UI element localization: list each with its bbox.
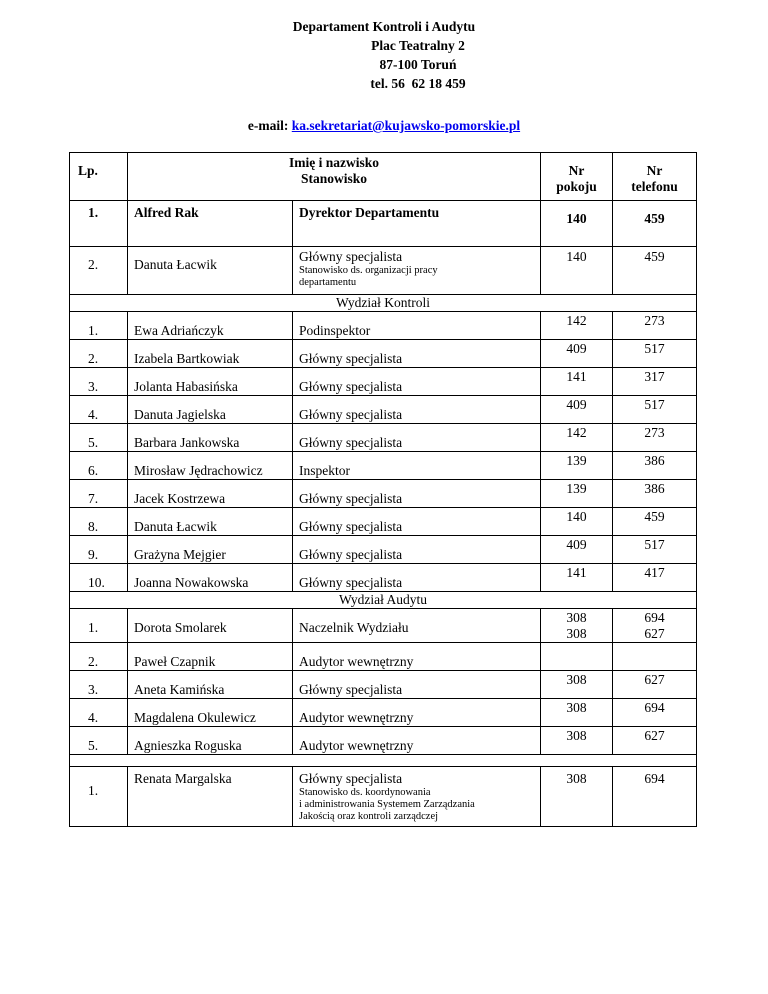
row-position: Audytor wewnętrzny: [293, 699, 541, 727]
row-name: Jacek Kostrzewa: [128, 480, 293, 508]
position-note: Stanowisko ds. organizacji pracy: [299, 265, 438, 276]
table-row: [70, 699, 697, 727]
row-phone: 386: [613, 480, 697, 508]
row-position: Główny specjalista: [293, 536, 541, 564]
header-name-position: [128, 153, 541, 201]
row-phone: 459: [613, 247, 697, 295]
row-phone: 694: [613, 699, 697, 727]
row-name: Renata Margalska: [128, 767, 293, 827]
row-position: Podinspektor: [293, 312, 541, 340]
table-row: [70, 767, 697, 827]
office-city: 87-100 Toruń: [379, 57, 457, 72]
row-name: Grażyna Mejgier: [128, 536, 293, 564]
position-note: Jakością oraz kontroli zarządczej: [299, 811, 439, 822]
office-street: Plac Teatralny 2: [371, 38, 465, 53]
table-row: [70, 536, 697, 564]
row-position: Główny specjalista: [293, 564, 541, 592]
email-label: e-mail:: [247, 118, 289, 133]
row-phone: 273: [613, 424, 697, 452]
header-phone: Nr telefonu: [613, 153, 697, 201]
row-position: Inspektor: [293, 452, 541, 480]
row-lp: 1.: [70, 312, 128, 340]
row-room: 409: [541, 340, 613, 368]
header-lp: Lp.: [70, 153, 128, 201]
table-row: [70, 671, 697, 699]
row-lp: 4.: [70, 699, 128, 727]
table-row: [70, 424, 697, 452]
office-name: Departament Kontroli i Audytu: [292, 19, 476, 34]
row-name: Danuta Łacwik: [128, 247, 293, 295]
email-link[interactable]: ka.sekretariat@kujawsko-pomorskie.pl: [291, 118, 521, 133]
row-room: 409: [541, 396, 613, 424]
row-lp: 10.: [70, 564, 128, 592]
table-row: [70, 643, 697, 671]
row-lp: 1.: [70, 767, 128, 827]
row-room: 141: [541, 564, 613, 592]
row-phone: 517: [613, 396, 697, 424]
row-position: Główny specjalista: [293, 480, 541, 508]
row-phone: 273: [613, 312, 697, 340]
office-header: [0, 17, 768, 93]
header-position: Stanowisko: [300, 171, 368, 186]
table-row: [70, 452, 697, 480]
row-lp: 6.: [70, 452, 128, 480]
row-room: 409: [541, 536, 613, 564]
row-lp: 5.: [70, 727, 128, 755]
table-row: [70, 480, 697, 508]
header-name: Imię i nazwisko: [288, 155, 379, 170]
row-position: Audytor wewnętrzny: [293, 727, 541, 755]
row-phone: 517: [613, 340, 697, 368]
row-lp: 1.: [70, 201, 128, 247]
row-phone: 459: [613, 201, 697, 247]
table-row: [70, 312, 697, 340]
row-room: 308: [541, 699, 613, 727]
section-title-audit: Wydział Audytu: [70, 592, 697, 609]
row-room: 142: [541, 312, 613, 340]
row-phone: 694 627: [613, 609, 697, 643]
office-phone: tel. 56 62 18 459: [370, 76, 466, 91]
row-phone: 459: [613, 508, 697, 536]
row-name: Jolanta Habasińska: [128, 368, 293, 396]
row-lp: 3.: [70, 368, 128, 396]
staff-table: [69, 152, 697, 827]
row-lp: 4.: [70, 396, 128, 424]
row-name: Magdalena Okulewicz: [128, 699, 293, 727]
row-phone: [613, 643, 697, 671]
row-position: Główny specjalista: [293, 396, 541, 424]
row-room: 140: [541, 201, 613, 247]
section-row: [70, 295, 697, 312]
row-name: Joanna Nowakowska: [128, 564, 293, 592]
row-lp: 2.: [70, 247, 128, 295]
position-note: Stanowisko ds. koordynowania: [299, 787, 431, 798]
row-phone: 694: [613, 767, 697, 827]
spacer-row: [70, 755, 697, 767]
row-position: Główny specjalista Stanowisko ds. organizacji pracy departamentu: [293, 247, 541, 295]
position-note: i administrowania Systemem Zarządzania: [299, 799, 475, 810]
row-name: Aneta Kamińska: [128, 671, 293, 699]
row-lp: 8.: [70, 508, 128, 536]
row-name: Dorota Smolarek: [128, 609, 293, 643]
position-note: departamentu: [299, 277, 357, 288]
row-room: 308 308: [541, 609, 613, 643]
row-room: [541, 643, 613, 671]
table-row: [70, 727, 697, 755]
row-room: 308: [541, 671, 613, 699]
row-name: Ewa Adriańczyk: [128, 312, 293, 340]
row-room: 308: [541, 767, 613, 827]
table-row: [70, 340, 697, 368]
table-row: [70, 247, 697, 295]
row-lp: 2.: [70, 643, 128, 671]
row-phone: 417: [613, 564, 697, 592]
row-lp: 7.: [70, 480, 128, 508]
row-name: Paweł Czapnik: [128, 643, 293, 671]
section-row: [70, 592, 697, 609]
row-phone: 317: [613, 368, 697, 396]
row-lp: 1.: [70, 609, 128, 643]
row-phone: 386: [613, 452, 697, 480]
row-name: Alfred Rak: [128, 201, 293, 247]
row-name: Agnieszka Roguska: [128, 727, 293, 755]
row-lp: 2.: [70, 340, 128, 368]
row-position: Główny specjalista: [293, 671, 541, 699]
row-position: Główny specjalista: [293, 508, 541, 536]
row-name: Izabela Bartkowiak: [128, 340, 293, 368]
row-room: 140: [541, 247, 613, 295]
row-phone: 627: [613, 727, 697, 755]
row-name: Danuta Jagielska: [128, 396, 293, 424]
header-room: Nr pokoju: [541, 153, 613, 201]
row-position: Główny specjalista Stanowisko ds. koordynowania i administrowania Systemem Zarządzania Jakością oraz kontroli zarządczej: [293, 767, 541, 827]
row-room: 139: [541, 452, 613, 480]
row-position: Główny specjalista: [293, 368, 541, 396]
row-name: Danuta Łacwik: [128, 508, 293, 536]
table-header-row: [70, 153, 697, 201]
table-row: [70, 564, 697, 592]
row-phone: 627: [613, 671, 697, 699]
row-phone: 517: [613, 536, 697, 564]
row-position: Główny specjalista: [293, 340, 541, 368]
row-room: 142: [541, 424, 613, 452]
table-row: [70, 508, 697, 536]
row-position: Główny specjalista: [293, 424, 541, 452]
row-position: Naczelnik Wydziału: [293, 609, 541, 643]
row-name: Barbara Jankowska: [128, 424, 293, 452]
row-name: Mirosław Jędrachowicz: [128, 452, 293, 480]
table-row: [70, 609, 697, 643]
email-line: [0, 118, 768, 134]
row-room: 308: [541, 727, 613, 755]
row-room: 140: [541, 508, 613, 536]
row-room: 139: [541, 480, 613, 508]
table-row: [70, 201, 697, 247]
table-row: [70, 368, 697, 396]
row-lp: 5.: [70, 424, 128, 452]
row-lp: 3.: [70, 671, 128, 699]
row-position: Audytor wewnętrzny: [293, 643, 541, 671]
section-title-control: Wydział Kontroli: [70, 295, 697, 312]
row-room: 141: [541, 368, 613, 396]
table-row: [70, 396, 697, 424]
row-lp: 9.: [70, 536, 128, 564]
row-position: Dyrektor Departamentu: [293, 201, 541, 247]
